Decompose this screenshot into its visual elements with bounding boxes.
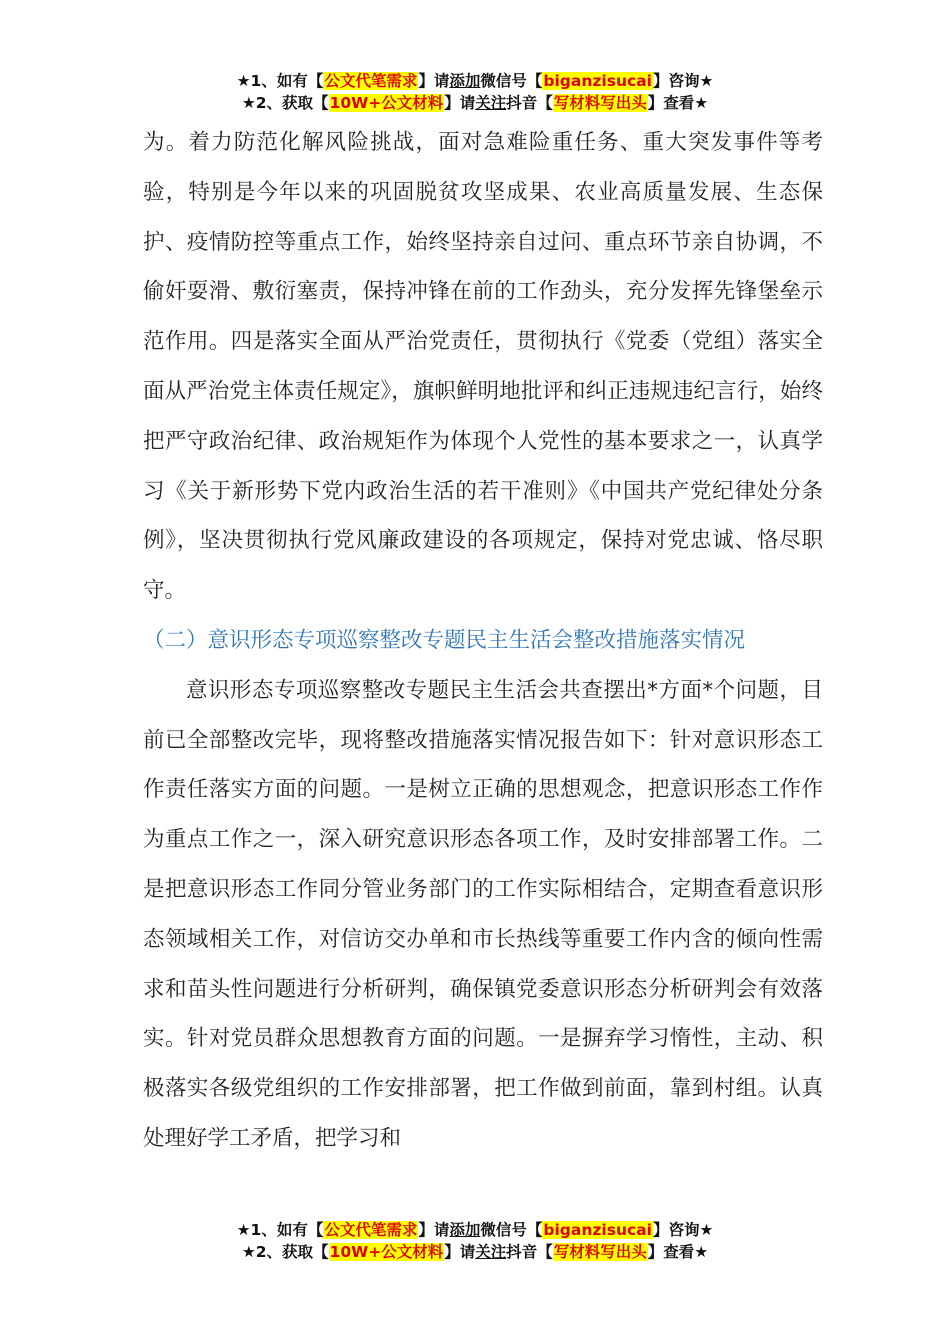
highlight-wechat-id: biganzisucai bbox=[543, 1221, 652, 1239]
paragraph-1: 为。着力防范化解风险挑战，面对急难险重任务、重大突发事件等考验，特别是今年以来的巩固脱贫攻坚成果、农业高质量发展、生态保护、疫情防控等重点工作，始终坚持亲自过问、重点环节亲自协调，不偷奸耍滑、敷衍塞责，保持冲锋在前的工作劲头，充分发挥先锋堡垒示范作用。四是落实全面从严治党责任，贯彻执行《党委（党组）落实全面从严治党主体责任规定》，旗帜鲜明地批评和纠正违规违纪言行，始终把严守政治纪律、政治规矩作为体现个人党性的基本要求之一，认真学习《关于新形势下党内政治生活的若干准则》《中国共产党纪律处分条例》，坚决贯彻执行党风廉政建设的各项规定，保持对党忠诚、恪尽职守。 bbox=[143, 130, 823, 604]
document-body bbox=[143, 118, 823, 1164]
highlight-wechat-id: biganzisucai bbox=[543, 72, 652, 90]
highlight-materials: 10W+公文材料 bbox=[329, 1243, 444, 1261]
footer-line-2: ★2、获取【10W+公文材料】请关注抖音【写材料写出头】查看★ bbox=[241, 1243, 709, 1261]
highlight-douyin: 写材料写出头 bbox=[553, 94, 647, 112]
highlight-douyin: 写材料写出头 bbox=[553, 1243, 647, 1261]
section-heading: （二）意识形态专项巡察整改专题民主生活会整改措施落实情况 bbox=[143, 627, 746, 653]
paragraph-2: 意识形态专项巡察整改专题民主生活会共查摆出*方面*个问题，目前已全部整改完毕，现将整改措施落实情况报告如下：针对意识形态工作责任落实方面的问题。一是树立正确的思想观念，把意识形态工作作为重点工作之一，深入研究意识形态各项工作，及时安排部署工作。二是把意识形态工作同分管业务部门的工作实际相结合，定期查看意识形态领域相关工作，对信访交办单和市长热线等重要工作内含的倾向性需求和苗头性问题进行分析研判，确保镇党委意识形态分析研判会有效落实。针对党员群众思想教育方面的问题。一是摒弃学习惰性，主动、积极落实各级党组织的工作安排部署，把工作做到前面，靠到村组。认真处理好学工矛盾，把学习和 bbox=[143, 677, 823, 1151]
header-banner bbox=[0, 70, 950, 114]
footer-line-1: ★1、如有【公文代笔需求】请添加微信号【biganzisucai】咨询★ bbox=[236, 1221, 714, 1239]
highlight-service: 公文代笔需求 bbox=[324, 72, 418, 90]
banner-line-2: ★2、获取【10W+公文材料】请关注抖音【写材料写出头】查看★ bbox=[241, 94, 709, 112]
highlight-service: 公文代笔需求 bbox=[324, 1221, 418, 1239]
highlight-materials: 10W+公文材料 bbox=[329, 94, 444, 112]
footer-banner bbox=[0, 1219, 950, 1263]
banner-line-1: ★1、如有【公文代笔需求】请添加微信号【biganzisucai】咨询★ bbox=[236, 72, 714, 90]
